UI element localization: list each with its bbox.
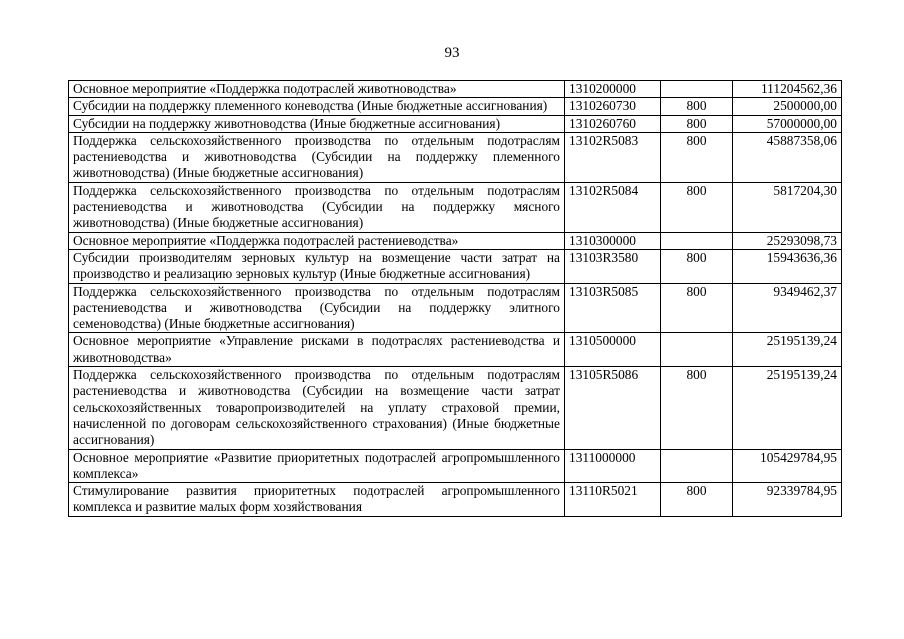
row-name: Субсидии на поддержку животноводства (Иные бюджетные ассигнования) (69, 115, 565, 132)
table-row (69, 449, 842, 483)
row-expense-type: 800 (661, 367, 733, 449)
row-name: Поддержка сельскохозяйственного производства по отдельным подотраслям растениеводства и животноводства (Субсидии на поддержку племенного животноводства) (Иные бюджетные ассигнования) (69, 132, 565, 182)
row-expense-type (661, 333, 733, 367)
row-expense-type (661, 81, 733, 98)
row-code: 13102R5084 (565, 182, 661, 232)
row-code: 13110R5021 (565, 483, 661, 517)
row-code: 13105R5086 (565, 367, 661, 449)
row-code: 1310260760 (565, 115, 661, 132)
row-code: 13102R5083 (565, 132, 661, 182)
row-code: 1310300000 (565, 232, 661, 249)
table-row (69, 367, 842, 449)
row-name: Поддержка сельскохозяйственного производства по отдельным подотраслям растениеводства и животноводства (Субсидии на поддержку мясного животноводства) (Иные бюджетные ассигнования) (69, 182, 565, 232)
table-row (69, 232, 842, 249)
row-expense-type: 800 (661, 283, 733, 333)
row-name: Стимулирование развития приоритетных подотраслей агропромышленного комплекса и развитие малых форм хозяйствования (69, 483, 565, 517)
row-sum: 2500000,00 (733, 98, 842, 115)
row-code: 1311000000 (565, 449, 661, 483)
table-row (69, 283, 842, 333)
row-code: 1310200000 (565, 81, 661, 98)
row-sum: 25195139,24 (733, 333, 842, 367)
row-name: Поддержка сельскохозяйственного производства по отдельным подотраслям растениеводства и животноводства (Субсидии на возмещение части затрат сельскохозяйственных товаропроизводителей на уплату страховой премии, начисленной по договорам сельскохозяйственного страхования) (Иные бюджетные ассигнования) (69, 367, 565, 449)
table-row (69, 81, 842, 98)
row-expense-type: 800 (661, 115, 733, 132)
row-code: 1310500000 (565, 333, 661, 367)
row-expense-type (661, 449, 733, 483)
row-sum: 92339784,95 (733, 483, 842, 517)
row-sum: 25293098,73 (733, 232, 842, 249)
row-expense-type: 800 (661, 249, 733, 283)
row-sum: 25195139,24 (733, 367, 842, 449)
budget-table (68, 80, 842, 517)
table-row (69, 182, 842, 232)
row-name: Основное мероприятие «Управление рисками в подотраслях растениеводства и животноводства» (69, 333, 565, 367)
row-sum: 5817204,30 (733, 182, 842, 232)
row-expense-type: 800 (661, 98, 733, 115)
row-sum: 105429784,95 (733, 449, 842, 483)
row-sum: 111204562,36 (733, 81, 842, 98)
table-row (69, 483, 842, 517)
table-row (69, 115, 842, 132)
row-name: Основное мероприятие «Развитие приоритетных подотраслей агропромышленного комплекса» (69, 449, 565, 483)
row-name: Основное мероприятие «Поддержка подотраслей растениеводства» (69, 232, 565, 249)
row-code: 13103R5085 (565, 283, 661, 333)
table-row (69, 98, 842, 115)
page-number: 93 (444, 45, 460, 61)
row-code: 1310260730 (565, 98, 661, 115)
row-expense-type (661, 232, 733, 249)
row-expense-type: 800 (661, 182, 733, 232)
row-name: Основное мероприятие «Поддержка подотраслей животноводства» (69, 81, 565, 98)
row-name: Субсидии производителям зерновых культур на возмещение части затрат на производство и реализацию зерновых культур (Иные бюджетные ассигнования) (69, 249, 565, 283)
table-row (69, 249, 842, 283)
row-name: Субсидии на поддержку племенного коневодства (Иные бюджетные ассигнования) (69, 98, 565, 115)
row-expense-type: 800 (661, 483, 733, 517)
table-row (69, 333, 842, 367)
row-sum: 15943636,36 (733, 249, 842, 283)
row-name: Поддержка сельскохозяйственного производства по отдельным подотраслям растениеводства и животноводства (Субсидии на поддержку элитного семеноводства) (Иные бюджетные ассигнования) (69, 283, 565, 333)
table-row (69, 132, 842, 182)
row-expense-type: 800 (661, 132, 733, 182)
row-code: 13103R3580 (565, 249, 661, 283)
row-sum: 9349462,37 (733, 283, 842, 333)
row-sum: 57000000,00 (733, 115, 842, 132)
row-sum: 45887358,06 (733, 132, 842, 182)
